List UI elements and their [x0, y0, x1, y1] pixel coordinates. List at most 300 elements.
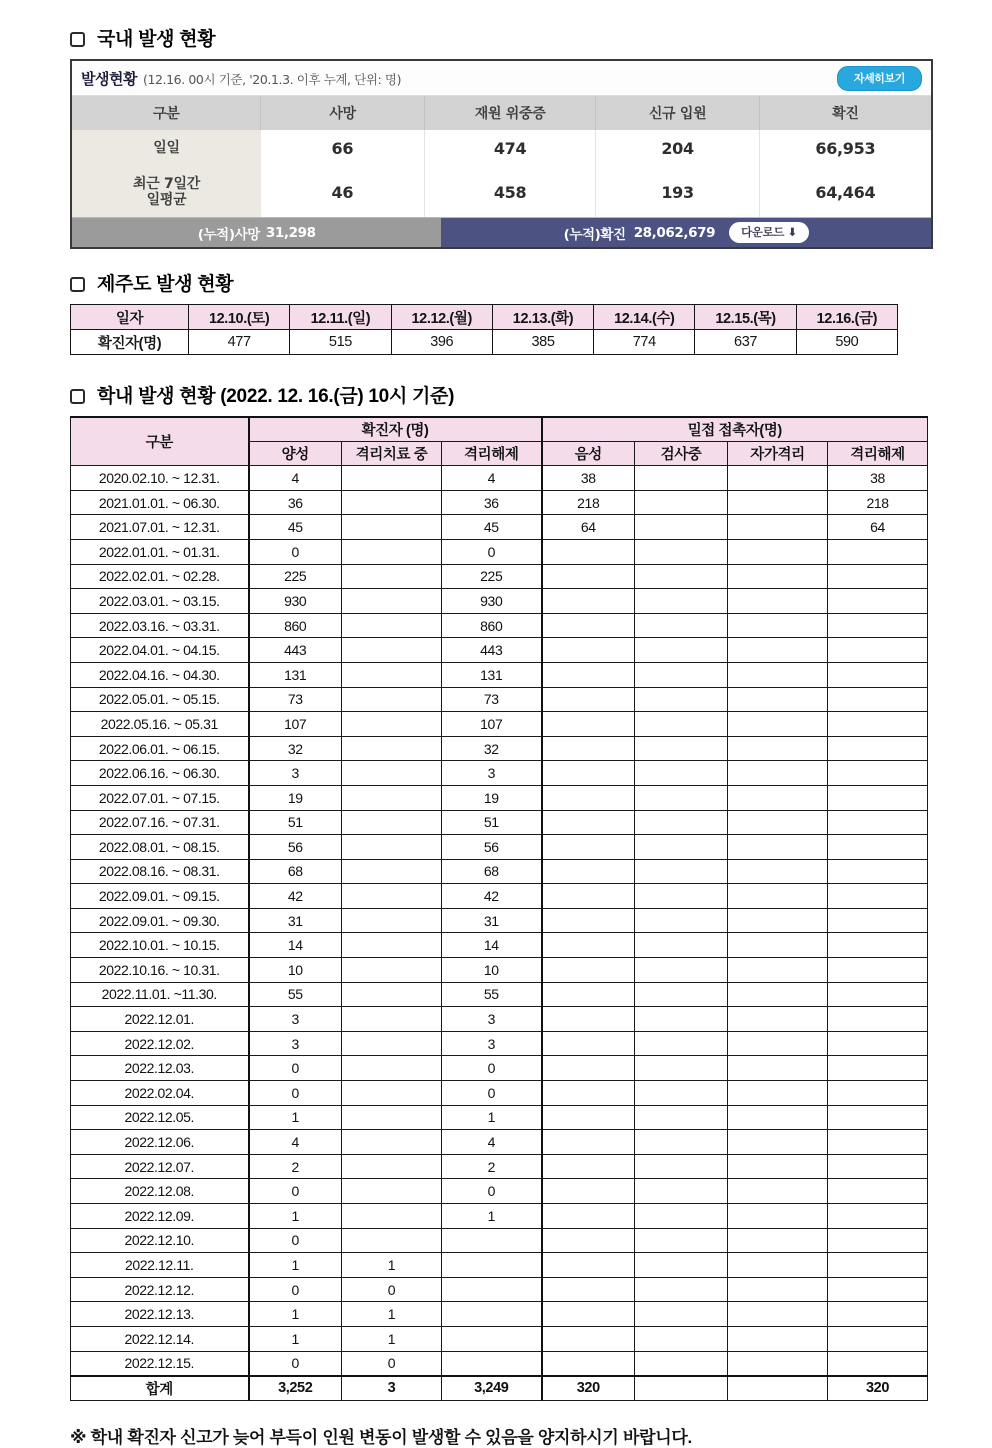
campus-total-contact-3: 320	[828, 1376, 928, 1401]
campus-contact-30-0	[542, 1204, 635, 1229]
campus-period-34: 2022.12.13.	[71, 1302, 249, 1327]
campus-period-16: 2022.08.16. ~ 08.31.	[71, 859, 249, 884]
campus-contact-27-3	[828, 1130, 928, 1155]
campus-contact-4-0	[542, 564, 635, 589]
campus-contact-19-1	[635, 933, 728, 958]
campus-contact-18-1	[635, 908, 728, 933]
campus-confirmed-11-2: 32	[442, 736, 542, 761]
campus-contact-22-0	[542, 1007, 635, 1032]
campus-contact-32-0	[542, 1253, 635, 1278]
national-col-재원위중증: 재원 위중증	[424, 96, 596, 130]
campus-period-28: 2022.12.07.	[71, 1154, 249, 1179]
jeju-count-4: 774	[594, 330, 695, 355]
campus-col-자가격리: 자가격리	[728, 442, 828, 466]
campus-confirmed-3-1	[342, 539, 442, 564]
campus-confirmed-31-0: 0	[249, 1228, 342, 1253]
table-row	[71, 785, 928, 810]
campus-confirmed-33-1: 0	[342, 1277, 442, 1302]
campus-col-음성: 음성	[542, 442, 635, 466]
campus-contact-29-0	[542, 1179, 635, 1204]
campus-confirmed-0-2: 4	[442, 466, 542, 491]
campus-confirmed-13-0: 19	[249, 785, 342, 810]
campus-contact-6-0	[542, 613, 635, 638]
table-row	[71, 1130, 928, 1155]
campus-contact-17-1	[635, 884, 728, 909]
campus-confirmed-16-0: 68	[249, 859, 342, 884]
campus-confirmed-4-0: 225	[249, 564, 342, 589]
campus-confirmed-19-0: 14	[249, 933, 342, 958]
campus-contact-24-0	[542, 1056, 635, 1081]
campus-contact-19-3	[828, 933, 928, 958]
campus-confirmed-2-0: 45	[249, 515, 342, 540]
campus-period-36: 2022.12.15.	[71, 1351, 249, 1376]
campus-period-25: 2022.02.04.	[71, 1081, 249, 1106]
campus-confirmed-21-0: 55	[249, 982, 342, 1007]
campus-contact-18-3	[828, 908, 928, 933]
campus-confirmed-12-1	[342, 761, 442, 786]
campus-confirmed-18-1	[342, 908, 442, 933]
campus-period-10: 2022.05.16. ~ 05.31	[71, 712, 249, 737]
campus-contact-26-0	[542, 1105, 635, 1130]
national-weekly-확진: 64,464	[759, 167, 931, 217]
national-status-table	[72, 96, 931, 217]
checkbox-icon	[70, 389, 85, 404]
campus-contact-28-2	[728, 1154, 828, 1179]
campus-contact-24-2	[728, 1056, 828, 1081]
campus-contact-33-3	[828, 1277, 928, 1302]
campus-contact-3-0	[542, 539, 635, 564]
campus-confirmed-24-0: 0	[249, 1056, 342, 1081]
campus-contact-11-2	[728, 736, 828, 761]
campus-contact-2-2	[728, 515, 828, 540]
campus-contact-20-0	[542, 958, 635, 983]
campus-confirmed-13-2: 19	[442, 785, 542, 810]
campus-contact-36-0	[542, 1351, 635, 1376]
table-row	[72, 130, 931, 167]
campus-col-양성: 양성	[249, 442, 342, 466]
section-title-national: 국내 발생 현황	[97, 29, 216, 50]
campus-confirmed-28-2: 2	[442, 1154, 542, 1179]
campus-confirmed-35-2	[442, 1326, 542, 1351]
jeju-date-2: 12.12.(월)	[391, 305, 492, 330]
campus-period-11: 2022.06.01. ~ 06.15.	[71, 736, 249, 761]
campus-contact-33-0	[542, 1277, 635, 1302]
campus-contact-0-3: 38	[828, 466, 928, 491]
campus-confirmed-8-0: 131	[249, 662, 342, 687]
campus-confirmed-13-1	[342, 785, 442, 810]
campus-period-32: 2022.12.11.	[71, 1253, 249, 1278]
table-row	[72, 167, 931, 217]
campus-contact-30-1	[635, 1204, 728, 1229]
campus-contact-9-2	[728, 687, 828, 712]
jeju-count-2: 396	[391, 330, 492, 355]
campus-period-29: 2022.12.08.	[71, 1179, 249, 1204]
campus-contact-9-3	[828, 687, 928, 712]
table-row	[71, 982, 928, 1007]
campus-contact-28-0	[542, 1154, 635, 1179]
campus-confirmed-23-1	[342, 1031, 442, 1056]
campus-period-9: 2022.05.01. ~ 05.15.	[71, 687, 249, 712]
campus-period-8: 2022.04.16. ~ 04.30.	[71, 662, 249, 687]
campus-contact-20-3	[828, 958, 928, 983]
campus-contact-29-1	[635, 1179, 728, 1204]
campus-contact-23-2	[728, 1031, 828, 1056]
campus-period-0: 2020.02.10. ~ 12.31.	[71, 466, 249, 491]
campus-confirmed-23-0: 3	[249, 1031, 342, 1056]
campus-confirmed-25-2: 0	[442, 1081, 542, 1106]
campus-contact-7-0	[542, 638, 635, 663]
campus-contact-21-3	[828, 982, 928, 1007]
campus-contact-26-3	[828, 1105, 928, 1130]
campus-period-30: 2022.12.09.	[71, 1204, 249, 1229]
campus-contact-35-1	[635, 1326, 728, 1351]
campus-contact-31-2	[728, 1228, 828, 1253]
campus-contact-35-2	[728, 1326, 828, 1351]
table-row	[71, 1204, 928, 1229]
campus-period-17: 2022.09.01. ~ 09.15.	[71, 884, 249, 909]
table-row	[71, 1056, 928, 1081]
campus-contact-24-3	[828, 1056, 928, 1081]
campus-confirmed-5-0: 930	[249, 589, 342, 614]
campus-confirmed-14-0: 51	[249, 810, 342, 835]
campus-contact-3-1	[635, 539, 728, 564]
campus-confirmed-29-2: 0	[442, 1179, 542, 1204]
table-row	[71, 1326, 928, 1351]
campus-period-33: 2022.12.12.	[71, 1277, 249, 1302]
campus-contact-22-2	[728, 1007, 828, 1032]
campus-period-23: 2022.12.02.	[71, 1031, 249, 1056]
campus-confirmed-6-0: 860	[249, 613, 342, 638]
jeju-date-1: 12.11.(일)	[290, 305, 391, 330]
campus-contact-31-3	[828, 1228, 928, 1253]
campus-contact-13-0	[542, 785, 635, 810]
campus-contact-32-1	[635, 1253, 728, 1278]
section-heading-jeju	[70, 275, 940, 294]
campus-period-31: 2022.12.10.	[71, 1228, 249, 1253]
national-panel-subtitle: (12.16. 00시 기준, '20.1.3. 이후 누계, 단위: 명)	[142, 71, 402, 87]
table-row	[71, 1228, 928, 1253]
campus-total-label: 합계	[71, 1376, 249, 1401]
campus-confirmed-6-1	[342, 613, 442, 638]
table-row	[71, 761, 928, 786]
national-table-header-row	[72, 96, 931, 130]
campus-contact-20-2	[728, 958, 828, 983]
campus-confirmed-12-2: 3	[442, 761, 542, 786]
campus-period-15: 2022.08.01. ~ 08.15.	[71, 835, 249, 860]
campus-contact-20-1	[635, 958, 728, 983]
campus-confirmed-11-0: 32	[249, 736, 342, 761]
campus-contact-5-1	[635, 589, 728, 614]
table-row	[71, 835, 928, 860]
campus-confirmed-6-2: 860	[442, 613, 542, 638]
campus-contact-23-1	[635, 1031, 728, 1056]
campus-contact-6-1	[635, 613, 728, 638]
campus-contact-10-1	[635, 712, 728, 737]
table-row	[71, 958, 928, 983]
checkbox-icon	[70, 277, 85, 292]
section-heading-national	[70, 30, 940, 49]
campus-contact-33-1	[635, 1277, 728, 1302]
campus-contact-1-2	[728, 490, 828, 515]
campus-period-27: 2022.12.06.	[71, 1130, 249, 1155]
campus-contact-27-1	[635, 1130, 728, 1155]
campus-contact-16-1	[635, 859, 728, 884]
national-col-확진: 확진	[759, 96, 931, 130]
campus-confirmed-26-1	[342, 1105, 442, 1130]
campus-contact-8-3	[828, 662, 928, 687]
table-row	[71, 466, 928, 491]
jeju-label-일자: 일자	[71, 305, 189, 330]
campus-contact-4-1	[635, 564, 728, 589]
jeju-count-6: 590	[796, 330, 897, 355]
campus-contact-19-2	[728, 933, 828, 958]
table-row	[71, 810, 928, 835]
table-row	[71, 736, 928, 761]
campus-confirmed-24-1	[342, 1056, 442, 1081]
campus-confirmed-1-0: 36	[249, 490, 342, 515]
campus-confirmed-15-0: 56	[249, 835, 342, 860]
campus-confirmed-30-0: 1	[249, 1204, 342, 1229]
national-weekly-신규입원: 193	[596, 167, 759, 217]
campus-period-19: 2022.10.01. ~ 10.15.	[71, 933, 249, 958]
campus-confirmed-33-2	[442, 1277, 542, 1302]
campus-confirmed-32-1: 1	[342, 1253, 442, 1278]
campus-confirmed-36-0: 0	[249, 1351, 342, 1376]
campus-total-confirmed-1: 3	[342, 1376, 442, 1401]
campus-confirmed-9-1	[342, 687, 442, 712]
campus-confirmed-25-0: 0	[249, 1081, 342, 1106]
campus-contact-15-1	[635, 835, 728, 860]
campus-confirmed-9-2: 73	[442, 687, 542, 712]
table-row	[71, 515, 928, 540]
campus-contact-16-2	[728, 859, 828, 884]
table-row	[71, 638, 928, 663]
campus-contact-1-1	[635, 490, 728, 515]
national-panel-footer	[72, 217, 931, 247]
campus-contact-8-0	[542, 662, 635, 687]
detail-view-button[interactable]: 자세히보기	[837, 66, 922, 91]
campus-contact-7-1	[635, 638, 728, 663]
campus-contact-2-1	[635, 515, 728, 540]
campus-contact-6-3	[828, 613, 928, 638]
campus-contact-6-2	[728, 613, 828, 638]
campus-period-3: 2022.01.01. ~ 01.31.	[71, 539, 249, 564]
campus-col-구분: 구분	[71, 417, 249, 466]
national-col-신규입원: 신규 입원	[596, 96, 759, 130]
campus-contact-25-3	[828, 1081, 928, 1106]
campus-contact-8-1	[635, 662, 728, 687]
campus-confirmed-26-2: 1	[442, 1105, 542, 1130]
campus-confirmed-16-1	[342, 859, 442, 884]
campus-contact-28-1	[635, 1154, 728, 1179]
campus-confirmed-2-1	[342, 515, 442, 540]
campus-confirmed-11-1	[342, 736, 442, 761]
national-weekly-재원위중증: 458	[424, 167, 596, 217]
campus-confirmed-10-1	[342, 712, 442, 737]
campus-contact-27-0	[542, 1130, 635, 1155]
campus-contact-10-3	[828, 712, 928, 737]
campus-confirmed-32-2	[442, 1253, 542, 1278]
table-row	[71, 1253, 928, 1278]
campus-contact-28-3	[828, 1154, 928, 1179]
campus-contact-29-3	[828, 1179, 928, 1204]
campus-confirmed-18-2: 31	[442, 908, 542, 933]
campus-confirmed-7-1	[342, 638, 442, 663]
campus-contact-35-0	[542, 1326, 635, 1351]
cumulative-death-block	[72, 218, 441, 247]
campus-contact-12-1	[635, 761, 728, 786]
table-row	[71, 564, 928, 589]
campus-table-body	[71, 466, 928, 1401]
campus-confirmed-21-2: 55	[442, 982, 542, 1007]
campus-confirmed-29-1	[342, 1179, 442, 1204]
campus-confirmed-3-0: 0	[249, 539, 342, 564]
table-row	[71, 908, 928, 933]
campus-contact-27-2	[728, 1130, 828, 1155]
cumulative-death-label: (누적)사망	[197, 226, 260, 243]
campus-contact-18-2	[728, 908, 828, 933]
campus-group-밀접접촉자: 밀접 접촉자(명)	[542, 417, 928, 442]
jeju-count-3: 385	[492, 330, 593, 355]
campus-period-18: 2022.09.01. ~ 09.30.	[71, 908, 249, 933]
table-row	[71, 859, 928, 884]
footer-note: ※ 학내 확진자 신고가 늦어 부득이 인원 변동이 발생할 수 있음을 양지하시기 바랍니다.	[70, 1427, 692, 1447]
campus-confirmed-29-0: 0	[249, 1179, 342, 1204]
campus-confirmed-14-1	[342, 810, 442, 835]
campus-total-contact-1	[635, 1376, 728, 1401]
campus-contact-30-3	[828, 1204, 928, 1229]
campus-period-35: 2022.12.14.	[71, 1326, 249, 1351]
table-row	[71, 1179, 928, 1204]
campus-period-12: 2022.06.16. ~ 06.30.	[71, 761, 249, 786]
campus-confirmed-20-1	[342, 958, 442, 983]
table-row	[71, 1105, 928, 1130]
campus-total-contact-2	[728, 1376, 828, 1401]
campus-period-24: 2022.12.03.	[71, 1056, 249, 1081]
campus-contact-13-3	[828, 785, 928, 810]
campus-confirmed-33-0: 0	[249, 1277, 342, 1302]
campus-contact-21-1	[635, 982, 728, 1007]
campus-contact-14-0	[542, 810, 635, 835]
campus-confirmed-36-1: 0	[342, 1351, 442, 1376]
campus-contact-17-0	[542, 884, 635, 909]
campus-period-20: 2022.10.16. ~ 10.31.	[71, 958, 249, 983]
campus-period-4: 2022.02.01. ~ 02.28.	[71, 564, 249, 589]
table-row	[71, 1081, 928, 1106]
table-row	[71, 1007, 928, 1032]
campus-confirmed-21-1	[342, 982, 442, 1007]
campus-period-22: 2022.12.01.	[71, 1007, 249, 1032]
campus-contact-26-2	[728, 1105, 828, 1130]
campus-confirmed-26-0: 1	[249, 1105, 342, 1130]
campus-contact-10-2	[728, 712, 828, 737]
campus-contact-21-2	[728, 982, 828, 1007]
campus-confirmed-7-0: 443	[249, 638, 342, 663]
national-panel-title: 발생현황	[81, 70, 137, 88]
campus-contact-18-0	[542, 908, 635, 933]
campus-contact-0-1	[635, 466, 728, 491]
table-row	[71, 539, 928, 564]
campus-contact-12-3	[828, 761, 928, 786]
campus-contact-26-1	[635, 1105, 728, 1130]
campus-confirmed-19-1	[342, 933, 442, 958]
campus-contact-29-2	[728, 1179, 828, 1204]
campus-confirmed-28-0: 2	[249, 1154, 342, 1179]
campus-confirmed-35-0: 1	[249, 1326, 342, 1351]
campus-confirmed-0-1	[342, 466, 442, 491]
campus-contact-33-2	[728, 1277, 828, 1302]
campus-confirmed-8-2: 131	[442, 662, 542, 687]
campus-confirmed-4-2: 225	[442, 564, 542, 589]
weekly-label-line2: 일평균	[146, 192, 187, 209]
campus-confirmed-30-2: 1	[442, 1204, 542, 1229]
campus-contact-31-1	[635, 1228, 728, 1253]
campus-confirmed-5-1	[342, 589, 442, 614]
campus-period-14: 2022.07.16. ~ 07.31.	[71, 810, 249, 835]
cumulative-confirmed-value: 28,062,679	[633, 224, 716, 241]
campus-contact-5-3	[828, 589, 928, 614]
jeju-label-확진자: 확진자(명)	[71, 330, 189, 355]
campus-contact-22-3	[828, 1007, 928, 1032]
campus-confirmed-34-2	[442, 1302, 542, 1327]
campus-contact-0-2	[728, 466, 828, 491]
download-button[interactable]: 다운로드 ⬇	[729, 222, 809, 243]
campus-confirmed-12-0: 3	[249, 761, 342, 786]
campus-contact-34-3	[828, 1302, 928, 1327]
campus-contact-23-0	[542, 1031, 635, 1056]
table-row	[71, 1302, 928, 1327]
campus-confirmed-7-2: 443	[442, 638, 542, 663]
campus-contact-21-0	[542, 982, 635, 1007]
jeju-status-table	[70, 304, 898, 355]
campus-contact-12-0	[542, 761, 635, 786]
campus-contact-25-0	[542, 1081, 635, 1106]
national-weekly-사망: 46	[261, 167, 424, 217]
campus-contact-34-1	[635, 1302, 728, 1327]
jeju-data-row	[71, 330, 898, 355]
campus-contact-1-0: 218	[542, 490, 635, 515]
table-row	[71, 613, 928, 638]
campus-contact-16-3	[828, 859, 928, 884]
campus-confirmed-14-2: 51	[442, 810, 542, 835]
table-row	[71, 712, 928, 737]
jeju-count-1: 515	[290, 330, 391, 355]
campus-total-confirmed-0: 3,252	[249, 1376, 342, 1401]
campus-col-격리해제-확진: 격리해제	[442, 442, 542, 466]
campus-period-6: 2022.03.16. ~ 03.31.	[71, 613, 249, 638]
checkbox-icon	[70, 32, 85, 47]
national-col-사망: 사망	[261, 96, 424, 130]
campus-confirmed-15-2: 56	[442, 835, 542, 860]
campus-contact-36-2	[728, 1351, 828, 1376]
campus-confirmed-10-2: 107	[442, 712, 542, 737]
campus-period-13: 2022.07.01. ~ 07.15.	[71, 785, 249, 810]
national-row-label-daily: 일일	[72, 130, 261, 167]
campus-contact-15-3	[828, 835, 928, 860]
jeju-header-row	[71, 305, 898, 330]
campus-col-격리해제-접촉: 격리해제	[828, 442, 928, 466]
campus-confirmed-15-1	[342, 835, 442, 860]
campus-status-table	[70, 416, 928, 1401]
jeju-count-5: 637	[695, 330, 796, 355]
table-row	[71, 1031, 928, 1056]
campus-confirmed-23-2: 3	[442, 1031, 542, 1056]
campus-confirmed-20-2: 10	[442, 958, 542, 983]
campus-contact-23-3	[828, 1031, 928, 1056]
jeju-date-4: 12.14.(수)	[594, 305, 695, 330]
table-row	[71, 490, 928, 515]
campus-contact-14-3	[828, 810, 928, 835]
